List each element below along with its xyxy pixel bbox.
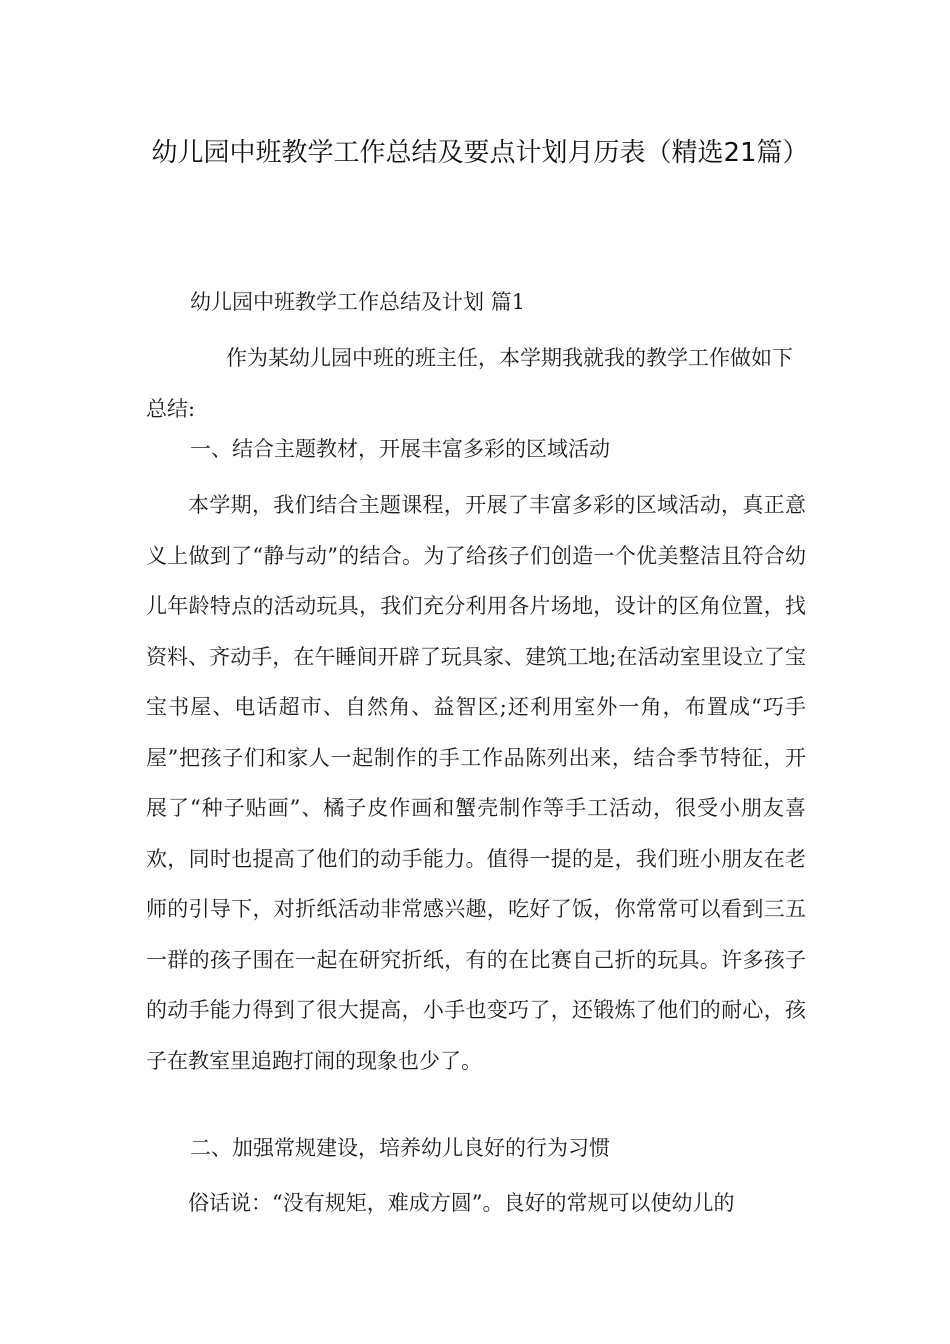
section2-paragraph: 俗话说：“没有规矩，难成方圆”。良好的常规可以使幼儿的 bbox=[188, 1191, 735, 1215]
section2-heading: 二、加强常规建设，培养幼儿良好的行为习惯 bbox=[190, 1136, 610, 1160]
section1-heading: 一、结合主题教材，开展丰富多彩的区域活动 bbox=[190, 437, 610, 461]
intro-paragraph: 作为某幼儿园中班的班主任，本学期我就我的教学工作做如下总结: bbox=[146, 346, 793, 421]
document-title: 幼儿园中班教学工作总结及要点计划月历表（精选21篇） bbox=[151, 138, 809, 168]
section1-paragraph: 本学期，我们结合主题课程，开展了丰富多彩的区域活动，真正意义上做到了“静与动”的结合。为了给孩子们创造一个优美整洁且符合幼儿年龄特点的活动玩具，我们充分利用各片场地，设计的区角位置，找资料、齐动手，在午睡间开辟了玩具家、建筑工地;在活动室里设立了宝宝书屋、电话超市、自然角、益智区;还利用室外一角，布置成“巧手屋”把孩子们和家人一起制作的手工作品陈列出来，结合季节特征，开展了“种子贴画”、橘子皮作画和蟹壳制作等手工活动，很受小朋友喜欢，同时也提高了他们的动手能力。值得一提的是，我们班小朋友在老师的引导下，对折纸活动非常感兴趣，吃好了饭，你常常可以看到三五一群的孩子围在一起在研究折纸，有的在比赛自己折的玩具。许多孩子的动手能力得到了很大提高，小手也变巧了，还锻炼了他们的耐心，孩子在教室里追跑打闹的现象也少了。 bbox=[146, 493, 806, 1073]
article-subtitle: 幼儿园中班教学工作总结及计划 篇1 bbox=[190, 290, 526, 314]
